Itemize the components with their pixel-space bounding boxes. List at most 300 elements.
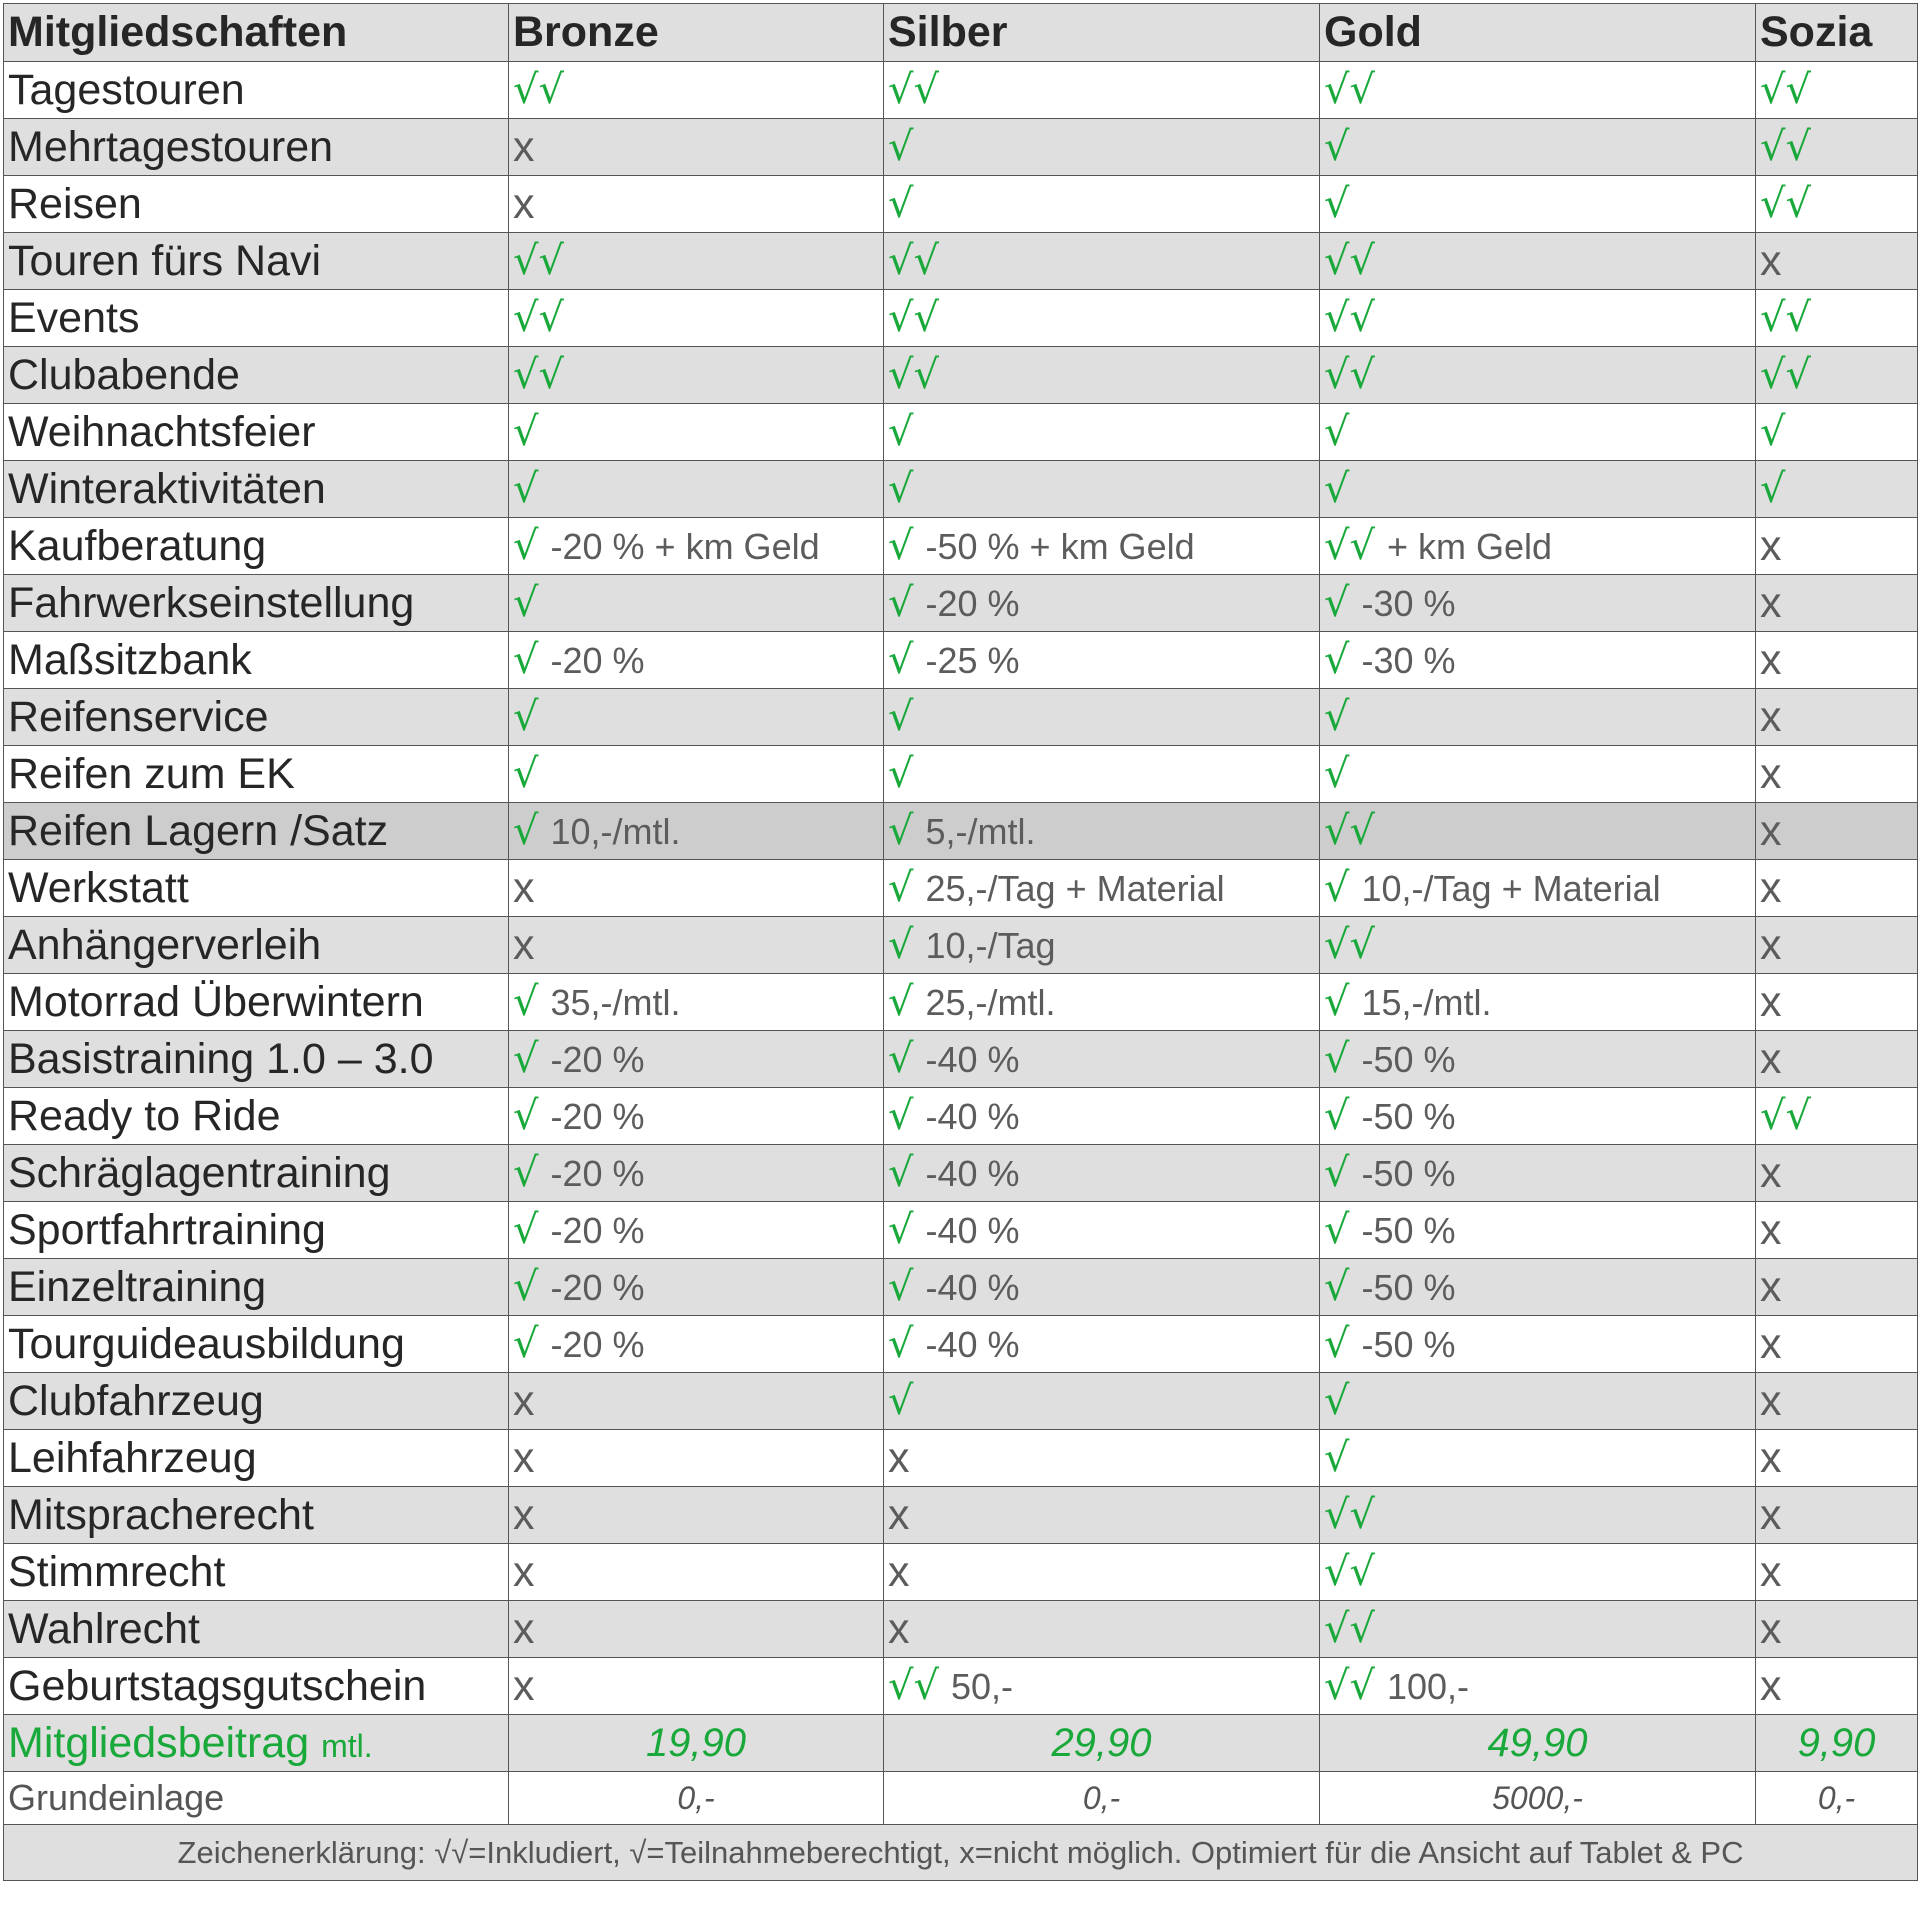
cell-note: 100,- bbox=[1386, 1666, 1470, 1707]
check-mark: √√ bbox=[513, 67, 564, 113]
cell-sozia bbox=[1756, 1316, 1918, 1373]
cell-bronze bbox=[509, 803, 884, 860]
check-mark: √√ bbox=[1760, 352, 1811, 398]
cell-sozia bbox=[1756, 1601, 1918, 1658]
cross-mark: x bbox=[1760, 1376, 1782, 1425]
cell-silber bbox=[884, 1430, 1320, 1487]
cell-gold bbox=[1320, 1031, 1756, 1088]
check-mark: √ bbox=[1324, 124, 1350, 170]
feature-name: Clubfahrzeug bbox=[4, 1373, 509, 1430]
table-row bbox=[4, 1031, 1918, 1088]
cell-bronze bbox=[509, 1088, 884, 1145]
cell-bronze bbox=[509, 1145, 884, 1202]
cell-silber bbox=[884, 1658, 1320, 1715]
cell-gold bbox=[1320, 347, 1756, 404]
check-mark: √ bbox=[513, 523, 539, 569]
cell-silber bbox=[884, 1373, 1320, 1430]
cell-sozia bbox=[1756, 1031, 1918, 1088]
cell-silber bbox=[884, 1259, 1320, 1316]
cross-mark: x bbox=[1760, 863, 1782, 912]
check-mark: √ bbox=[513, 409, 539, 455]
check-mark: √ bbox=[513, 1207, 539, 1253]
feature-name: Touren fürs Navi bbox=[4, 233, 509, 290]
check-mark: √√ bbox=[513, 238, 564, 284]
table-row bbox=[4, 1088, 1918, 1145]
cross-mark: x bbox=[1760, 1490, 1782, 1539]
check-mark: √ bbox=[1324, 1093, 1350, 1139]
fee-sozia: 9,90 bbox=[1756, 1715, 1918, 1772]
table-row bbox=[4, 1373, 1918, 1430]
grundeinlage-row bbox=[4, 1772, 1918, 1825]
cross-mark: x bbox=[513, 122, 535, 171]
cell-note: -20 % bbox=[550, 1096, 645, 1137]
cell-silber bbox=[884, 176, 1320, 233]
cell-bronze bbox=[509, 860, 884, 917]
check-mark: √ bbox=[1324, 637, 1350, 683]
cell-sozia bbox=[1756, 860, 1918, 917]
cell-silber bbox=[884, 1088, 1320, 1145]
cell-sozia bbox=[1756, 1487, 1918, 1544]
feature-name: Schräglagentraining bbox=[4, 1145, 509, 1202]
check-mark: √ bbox=[1324, 979, 1350, 1025]
cell-sozia bbox=[1756, 1373, 1918, 1430]
header-memberships: Mitgliedschaften bbox=[4, 4, 509, 62]
check-mark: √√ bbox=[1324, 1606, 1375, 1652]
cell-bronze bbox=[509, 575, 884, 632]
check-mark: √ bbox=[1760, 466, 1786, 512]
fee-gold: 49,90 bbox=[1320, 1715, 1756, 1772]
cell-note: -50 % bbox=[1361, 1039, 1456, 1080]
feature-name: Fahrwerkseinstellung bbox=[4, 575, 509, 632]
check-mark: √ bbox=[1324, 865, 1350, 911]
cell-sozia bbox=[1756, 1088, 1918, 1145]
cell-note: 35,-/mtl. bbox=[550, 982, 681, 1023]
cell-bronze bbox=[509, 62, 884, 119]
check-mark: √√ bbox=[888, 67, 939, 113]
cell-sozia bbox=[1756, 974, 1918, 1031]
header-sozia: Sozia bbox=[1756, 4, 1918, 62]
table-row bbox=[4, 233, 1918, 290]
cell-bronze bbox=[509, 1202, 884, 1259]
header-row bbox=[4, 4, 1918, 62]
cell-silber bbox=[884, 1202, 1320, 1259]
check-mark: √√ bbox=[888, 238, 939, 284]
feature-name: Winteraktivitäten bbox=[4, 461, 509, 518]
cell-bronze bbox=[509, 1031, 884, 1088]
cell-gold bbox=[1320, 233, 1756, 290]
cell-sozia bbox=[1756, 518, 1918, 575]
feature-name: Sportfahrtraining bbox=[4, 1202, 509, 1259]
cell-gold bbox=[1320, 575, 1756, 632]
cross-mark: x bbox=[513, 1433, 535, 1482]
cell-gold bbox=[1320, 1259, 1756, 1316]
check-mark: √√ bbox=[1324, 922, 1375, 968]
cell-note: + km Geld bbox=[1386, 526, 1553, 567]
table-row bbox=[4, 575, 1918, 632]
table-row bbox=[4, 689, 1918, 746]
table-row bbox=[4, 860, 1918, 917]
cell-note: -40 % bbox=[925, 1039, 1020, 1080]
cell-note: -30 % bbox=[1361, 640, 1456, 681]
check-mark: √ bbox=[513, 1150, 539, 1196]
cell-silber bbox=[884, 1316, 1320, 1373]
cell-note: -40 % bbox=[925, 1153, 1020, 1194]
cell-note: 50,- bbox=[950, 1666, 1014, 1707]
cross-mark: x bbox=[1760, 1547, 1782, 1596]
cell-sozia bbox=[1756, 233, 1918, 290]
cell-bronze bbox=[509, 518, 884, 575]
check-mark: √ bbox=[888, 694, 914, 740]
cell-sozia bbox=[1756, 290, 1918, 347]
cell-bronze bbox=[509, 461, 884, 518]
check-mark: √√ bbox=[1760, 67, 1811, 113]
cell-note: -40 % bbox=[925, 1096, 1020, 1137]
check-mark: √√ bbox=[1760, 124, 1811, 170]
check-mark: √√ bbox=[1324, 238, 1375, 284]
cross-mark: x bbox=[513, 1661, 535, 1710]
cell-gold bbox=[1320, 62, 1756, 119]
cross-mark: x bbox=[1760, 977, 1782, 1026]
cell-silber bbox=[884, 860, 1320, 917]
cross-mark: x bbox=[513, 179, 535, 228]
fee-bronze: 19,90 bbox=[509, 1715, 884, 1772]
cross-mark: x bbox=[1760, 1262, 1782, 1311]
fee-silber: 29,90 bbox=[884, 1715, 1320, 1772]
cell-silber bbox=[884, 347, 1320, 404]
cross-mark: x bbox=[513, 1376, 535, 1425]
cell-bronze bbox=[509, 632, 884, 689]
cross-mark: x bbox=[888, 1433, 910, 1482]
cell-bronze bbox=[509, 290, 884, 347]
check-mark: √ bbox=[513, 1321, 539, 1367]
check-mark: √ bbox=[1324, 181, 1350, 227]
cell-gold bbox=[1320, 1487, 1756, 1544]
grundeinlage-label: Grundeinlage bbox=[4, 1772, 509, 1825]
header-bronze: Bronze bbox=[509, 4, 884, 62]
table-row bbox=[4, 632, 1918, 689]
feature-rows bbox=[4, 62, 1918, 1715]
check-mark: √ bbox=[513, 466, 539, 512]
cell-gold bbox=[1320, 689, 1756, 746]
table-row bbox=[4, 1544, 1918, 1601]
cell-gold bbox=[1320, 1088, 1756, 1145]
cell-gold bbox=[1320, 1145, 1756, 1202]
cell-sozia bbox=[1756, 917, 1918, 974]
fee-label bbox=[4, 1715, 509, 1772]
cell-bronze bbox=[509, 746, 884, 803]
cell-gold bbox=[1320, 803, 1756, 860]
feature-name: Mitspracherecht bbox=[4, 1487, 509, 1544]
feature-name: Einzeltraining bbox=[4, 1259, 509, 1316]
cross-mark: x bbox=[1760, 1034, 1782, 1083]
cell-note: 10,-/Tag bbox=[925, 925, 1056, 966]
table-row bbox=[4, 974, 1918, 1031]
cell-sozia bbox=[1756, 746, 1918, 803]
cell-note: -20 % bbox=[925, 583, 1020, 624]
cell-note: -50 % bbox=[1361, 1153, 1456, 1194]
feature-name: Reifen Lagern /Satz bbox=[4, 803, 509, 860]
table-row bbox=[4, 62, 1918, 119]
cell-sozia bbox=[1756, 803, 1918, 860]
cell-note: -20 % bbox=[550, 1210, 645, 1251]
cell-silber bbox=[884, 803, 1320, 860]
cross-mark: x bbox=[1760, 1205, 1782, 1254]
check-mark: √√ bbox=[1760, 295, 1811, 341]
cell-note: -40 % bbox=[925, 1267, 1020, 1308]
cross-mark: x bbox=[513, 920, 535, 969]
cell-gold bbox=[1320, 746, 1756, 803]
check-mark: √ bbox=[513, 694, 539, 740]
cell-gold bbox=[1320, 461, 1756, 518]
fee-row bbox=[4, 1715, 1918, 1772]
cell-silber bbox=[884, 404, 1320, 461]
check-mark: √ bbox=[1324, 1150, 1350, 1196]
check-mark: √√ bbox=[1324, 523, 1375, 569]
check-mark: √ bbox=[1760, 409, 1786, 455]
cell-gold bbox=[1320, 290, 1756, 347]
cell-gold bbox=[1320, 119, 1756, 176]
cell-sozia bbox=[1756, 404, 1918, 461]
cell-silber bbox=[884, 917, 1320, 974]
cell-bronze bbox=[509, 1487, 884, 1544]
feature-name: Weihnachtsfeier bbox=[4, 404, 509, 461]
cross-mark: x bbox=[1760, 635, 1782, 684]
check-mark: √ bbox=[888, 466, 914, 512]
cell-silber bbox=[884, 62, 1320, 119]
cross-mark: x bbox=[1760, 749, 1782, 798]
feature-name: Stimmrecht bbox=[4, 1544, 509, 1601]
check-mark: √√ bbox=[1324, 1549, 1375, 1595]
cell-note: -20 % bbox=[550, 1153, 645, 1194]
table-row bbox=[4, 917, 1918, 974]
check-mark: √ bbox=[888, 751, 914, 797]
header-gold: Gold bbox=[1320, 4, 1756, 62]
cell-note: -30 % bbox=[1361, 583, 1456, 624]
grundeinlage-bronze: 0,- bbox=[509, 1772, 884, 1825]
cell-silber bbox=[884, 1601, 1320, 1658]
feature-name: Motorrad Überwintern bbox=[4, 974, 509, 1031]
cell-note: 10,-/mtl. bbox=[550, 811, 681, 852]
cell-sozia bbox=[1756, 347, 1918, 404]
table-row bbox=[4, 404, 1918, 461]
feature-name: Basistraining 1.0 – 3.0 bbox=[4, 1031, 509, 1088]
table-row bbox=[4, 1202, 1918, 1259]
cell-silber bbox=[884, 689, 1320, 746]
check-mark: √ bbox=[888, 1264, 914, 1310]
table-row bbox=[4, 119, 1918, 176]
cross-mark: x bbox=[888, 1547, 910, 1596]
check-mark: √√ bbox=[1760, 1093, 1811, 1139]
cross-mark: x bbox=[1760, 692, 1782, 741]
cell-gold bbox=[1320, 917, 1756, 974]
grundeinlage-silber: 0,- bbox=[884, 1772, 1320, 1825]
cell-gold bbox=[1320, 974, 1756, 1031]
check-mark: √ bbox=[1324, 1435, 1350, 1481]
cell-note: -20 % bbox=[550, 1324, 645, 1365]
cross-mark: x bbox=[1760, 521, 1782, 570]
cell-bronze bbox=[509, 1601, 884, 1658]
check-mark: √√ bbox=[1324, 67, 1375, 113]
cell-silber bbox=[884, 119, 1320, 176]
cell-silber bbox=[884, 233, 1320, 290]
grundeinlage-gold: 5000,- bbox=[1320, 1772, 1756, 1825]
cell-bronze bbox=[509, 119, 884, 176]
cell-gold bbox=[1320, 404, 1756, 461]
cross-mark: x bbox=[888, 1604, 910, 1653]
cell-sozia bbox=[1756, 1544, 1918, 1601]
check-mark: √ bbox=[1324, 1378, 1350, 1424]
check-mark: √ bbox=[888, 1378, 914, 1424]
cell-sozia bbox=[1756, 119, 1918, 176]
check-mark: √√ bbox=[1760, 181, 1811, 227]
cross-mark: x bbox=[1760, 920, 1782, 969]
check-mark: √ bbox=[1324, 694, 1350, 740]
cross-mark: x bbox=[1760, 1319, 1782, 1368]
check-mark: √√ bbox=[1324, 1492, 1375, 1538]
check-mark: √√ bbox=[888, 295, 939, 341]
feature-name: Wahlrecht bbox=[4, 1601, 509, 1658]
feature-name: Reifen zum EK bbox=[4, 746, 509, 803]
cell-sozia bbox=[1756, 632, 1918, 689]
cell-note: 15,-/mtl. bbox=[1361, 982, 1492, 1023]
cell-gold bbox=[1320, 860, 1756, 917]
table-row bbox=[4, 1601, 1918, 1658]
cell-bronze bbox=[509, 1658, 884, 1715]
table-row bbox=[4, 803, 1918, 860]
table-row bbox=[4, 518, 1918, 575]
check-mark: √ bbox=[1324, 409, 1350, 455]
cross-mark: x bbox=[1760, 1433, 1782, 1482]
cell-note: 5,-/mtl. bbox=[925, 811, 1036, 852]
cross-mark: x bbox=[1760, 1661, 1782, 1710]
cell-silber bbox=[884, 461, 1320, 518]
cell-note: -20 % + km Geld bbox=[550, 526, 820, 567]
check-mark: √√ bbox=[1324, 352, 1375, 398]
check-mark: √ bbox=[888, 1150, 914, 1196]
check-mark: √√ bbox=[513, 352, 564, 398]
cell-gold bbox=[1320, 1544, 1756, 1601]
check-mark: √ bbox=[888, 637, 914, 683]
cross-mark: x bbox=[1760, 236, 1782, 285]
check-mark: √ bbox=[888, 1093, 914, 1139]
check-mark: √ bbox=[1324, 1036, 1350, 1082]
table-row bbox=[4, 461, 1918, 518]
cross-mark: x bbox=[513, 1547, 535, 1596]
fee-suffix: mtl. bbox=[321, 1727, 373, 1764]
table-row bbox=[4, 1316, 1918, 1373]
cell-note: -25 % bbox=[925, 640, 1020, 681]
cell-note: -20 % bbox=[550, 1039, 645, 1080]
check-mark: √ bbox=[888, 580, 914, 626]
feature-name: Clubabende bbox=[4, 347, 509, 404]
cell-sozia bbox=[1756, 62, 1918, 119]
table-row bbox=[4, 1145, 1918, 1202]
cell-bronze bbox=[509, 1316, 884, 1373]
header-silber: Silber bbox=[884, 4, 1320, 62]
feature-name: Leihfahrzeug bbox=[4, 1430, 509, 1487]
feature-name: Maßsitzbank bbox=[4, 632, 509, 689]
feature-name: Geburtstagsgutschein bbox=[4, 1658, 509, 1715]
cell-sozia bbox=[1756, 1202, 1918, 1259]
cross-mark: x bbox=[513, 1604, 535, 1653]
cell-note: -50 % bbox=[1361, 1096, 1456, 1137]
check-mark: √ bbox=[1324, 580, 1350, 626]
cell-gold bbox=[1320, 632, 1756, 689]
cell-gold bbox=[1320, 1316, 1756, 1373]
check-mark: √ bbox=[513, 979, 539, 1025]
check-mark: √ bbox=[513, 637, 539, 683]
cell-gold bbox=[1320, 1430, 1756, 1487]
cell-sozia bbox=[1756, 575, 1918, 632]
cell-silber bbox=[884, 632, 1320, 689]
cell-sozia bbox=[1756, 689, 1918, 746]
check-mark: √ bbox=[1324, 1207, 1350, 1253]
cell-bronze bbox=[509, 176, 884, 233]
table-row bbox=[4, 1259, 1918, 1316]
cell-bronze bbox=[509, 689, 884, 746]
cell-note: 25,-/Tag + Material bbox=[925, 868, 1225, 909]
cell-note: -50 % bbox=[1361, 1324, 1456, 1365]
legend-row bbox=[4, 1825, 1918, 1881]
cell-silber bbox=[884, 1031, 1320, 1088]
cell-note: 25,-/mtl. bbox=[925, 982, 1056, 1023]
cross-mark: x bbox=[513, 1490, 535, 1539]
cross-mark: x bbox=[1760, 578, 1782, 627]
cell-bronze bbox=[509, 1430, 884, 1487]
check-mark: √ bbox=[888, 409, 914, 455]
cell-silber bbox=[884, 575, 1320, 632]
table-row bbox=[4, 347, 1918, 404]
cell-note: -50 % bbox=[1361, 1267, 1456, 1308]
check-mark: √ bbox=[1324, 1321, 1350, 1367]
cell-sozia bbox=[1756, 461, 1918, 518]
cell-bronze bbox=[509, 404, 884, 461]
cell-sozia bbox=[1756, 1145, 1918, 1202]
cross-mark: x bbox=[888, 1490, 910, 1539]
cell-silber bbox=[884, 746, 1320, 803]
cell-sozia bbox=[1756, 1259, 1918, 1316]
cell-note: -40 % bbox=[925, 1324, 1020, 1365]
feature-name: Reisen bbox=[4, 176, 509, 233]
feature-name: Events bbox=[4, 290, 509, 347]
table-row bbox=[4, 176, 1918, 233]
cell-note: -20 % bbox=[550, 640, 645, 681]
cell-bronze bbox=[509, 917, 884, 974]
feature-name: Tourguideausbildung bbox=[4, 1316, 509, 1373]
cell-gold bbox=[1320, 518, 1756, 575]
check-mark: √ bbox=[888, 523, 914, 569]
check-mark: √ bbox=[888, 922, 914, 968]
check-mark: √ bbox=[513, 1036, 539, 1082]
cell-bronze bbox=[509, 974, 884, 1031]
cell-silber bbox=[884, 1145, 1320, 1202]
check-mark: √ bbox=[888, 1321, 914, 1367]
check-mark: √ bbox=[1324, 466, 1350, 512]
cell-silber bbox=[884, 974, 1320, 1031]
cell-note: -50 % + km Geld bbox=[925, 526, 1195, 567]
cell-bronze bbox=[509, 233, 884, 290]
check-mark: √ bbox=[513, 1264, 539, 1310]
check-mark: √√ bbox=[513, 295, 564, 341]
check-mark: √ bbox=[888, 181, 914, 227]
feature-name: Tagestouren bbox=[4, 62, 509, 119]
cell-sozia bbox=[1756, 1430, 1918, 1487]
table-row bbox=[4, 1430, 1918, 1487]
feature-name: Kaufberatung bbox=[4, 518, 509, 575]
cross-mark: x bbox=[1760, 1604, 1782, 1653]
check-mark: √ bbox=[1324, 751, 1350, 797]
feature-name: Reifenservice bbox=[4, 689, 509, 746]
